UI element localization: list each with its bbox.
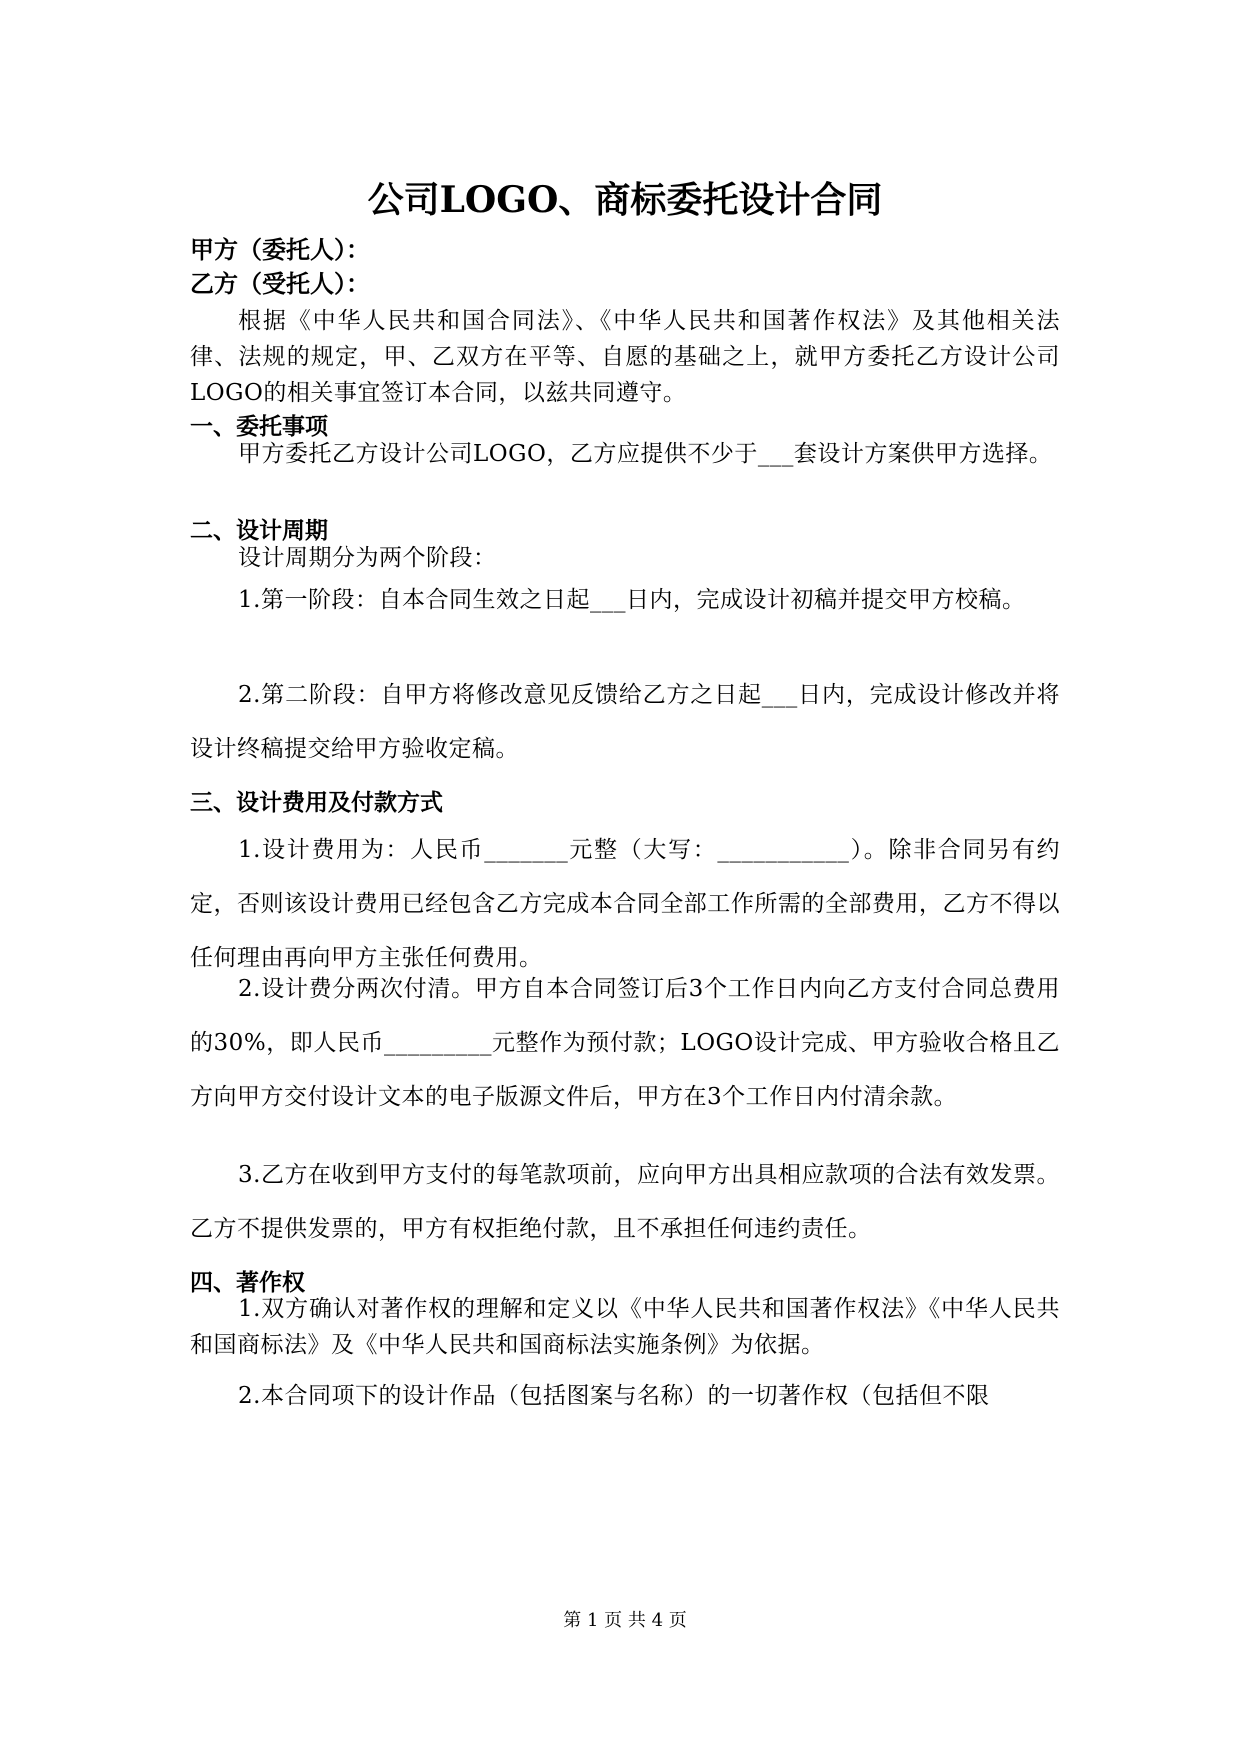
section-heading: 四、著作权	[190, 1269, 305, 1296]
party-b-label: 乙方（受托人）：	[190, 269, 370, 298]
section-paragraph: 1.设计费用为：人民币_______元整（大写：___________）。除非合同另有约定，否则该设计费用已经包含乙方完成本合同全部工作所需的全部费用，乙方不得以任何理由再向甲方主张任何费用。	[190, 837, 1060, 971]
page-footer: 第 1 页 共 4 页	[563, 1610, 687, 1631]
section-heading: 二、设计周期	[190, 517, 328, 544]
section-heading: 一、委托事项	[190, 413, 328, 440]
section-paragraph: 3.乙方在收到甲方支付的每笔款项前，应向甲方出具相应款项的合法有效发票。乙方不提供发票的，甲方有权拒绝付款，且不承担任何违约责任。	[190, 1162, 1060, 1242]
section-paragraph: 1.第一阶段：自本合同生效之日起___日内，完成设计初稿并提交甲方校稿。	[238, 587, 1026, 613]
section-paragraph: 1.双方确认对著作权的理解和定义以《中华人民共和国著作权法》《中华人民共和国商标法》及《中华人民共和国商标法实施条例》为依据。	[190, 1296, 1060, 1358]
intro-paragraph: 根据《中华人民共和国合同法》、《中华人民共和国著作权法》及其他相关法律、法规的规定，甲、乙双方在平等、自愿的基础之上，就甲方委托乙方设计公司LOGO的相关事宜签订本合同，以兹共同遵守。	[190, 308, 1060, 406]
section-paragraph: 设计周期分为两个阶段：	[238, 545, 497, 571]
section-heading: 三、设计费用及付款方式	[190, 789, 443, 816]
section-paragraph: 2.第二阶段：自甲方将修改意见反馈给乙方之日起___日内，完成设计修改并将设计终稿提交给甲方验收定稿。	[190, 682, 1060, 762]
section-paragraph: 甲方委托乙方设计公司LOGO，乙方应提供不少于___套设计方案供甲方选择。	[238, 441, 1053, 467]
party-a-label: 甲方（委托人）：	[190, 235, 370, 264]
section-paragraph: 2.设计费分两次付清。甲方自本合同签订后3个工作日内向乙方支付合同总费用的30%，即人民币_________元整作为预付款；LOGO设计完成、甲方验收合格且乙方向甲方交付设计文本的电子版源文件后，甲方在3个工作日内付清余款。	[190, 976, 1060, 1110]
document-title: 公司LOGO、商标委托设计合同	[367, 179, 883, 221]
section-paragraph: 2.本合同项下的设计作品（包括图案与名称）的一切著作权（包括但不限	[238, 1383, 990, 1409]
